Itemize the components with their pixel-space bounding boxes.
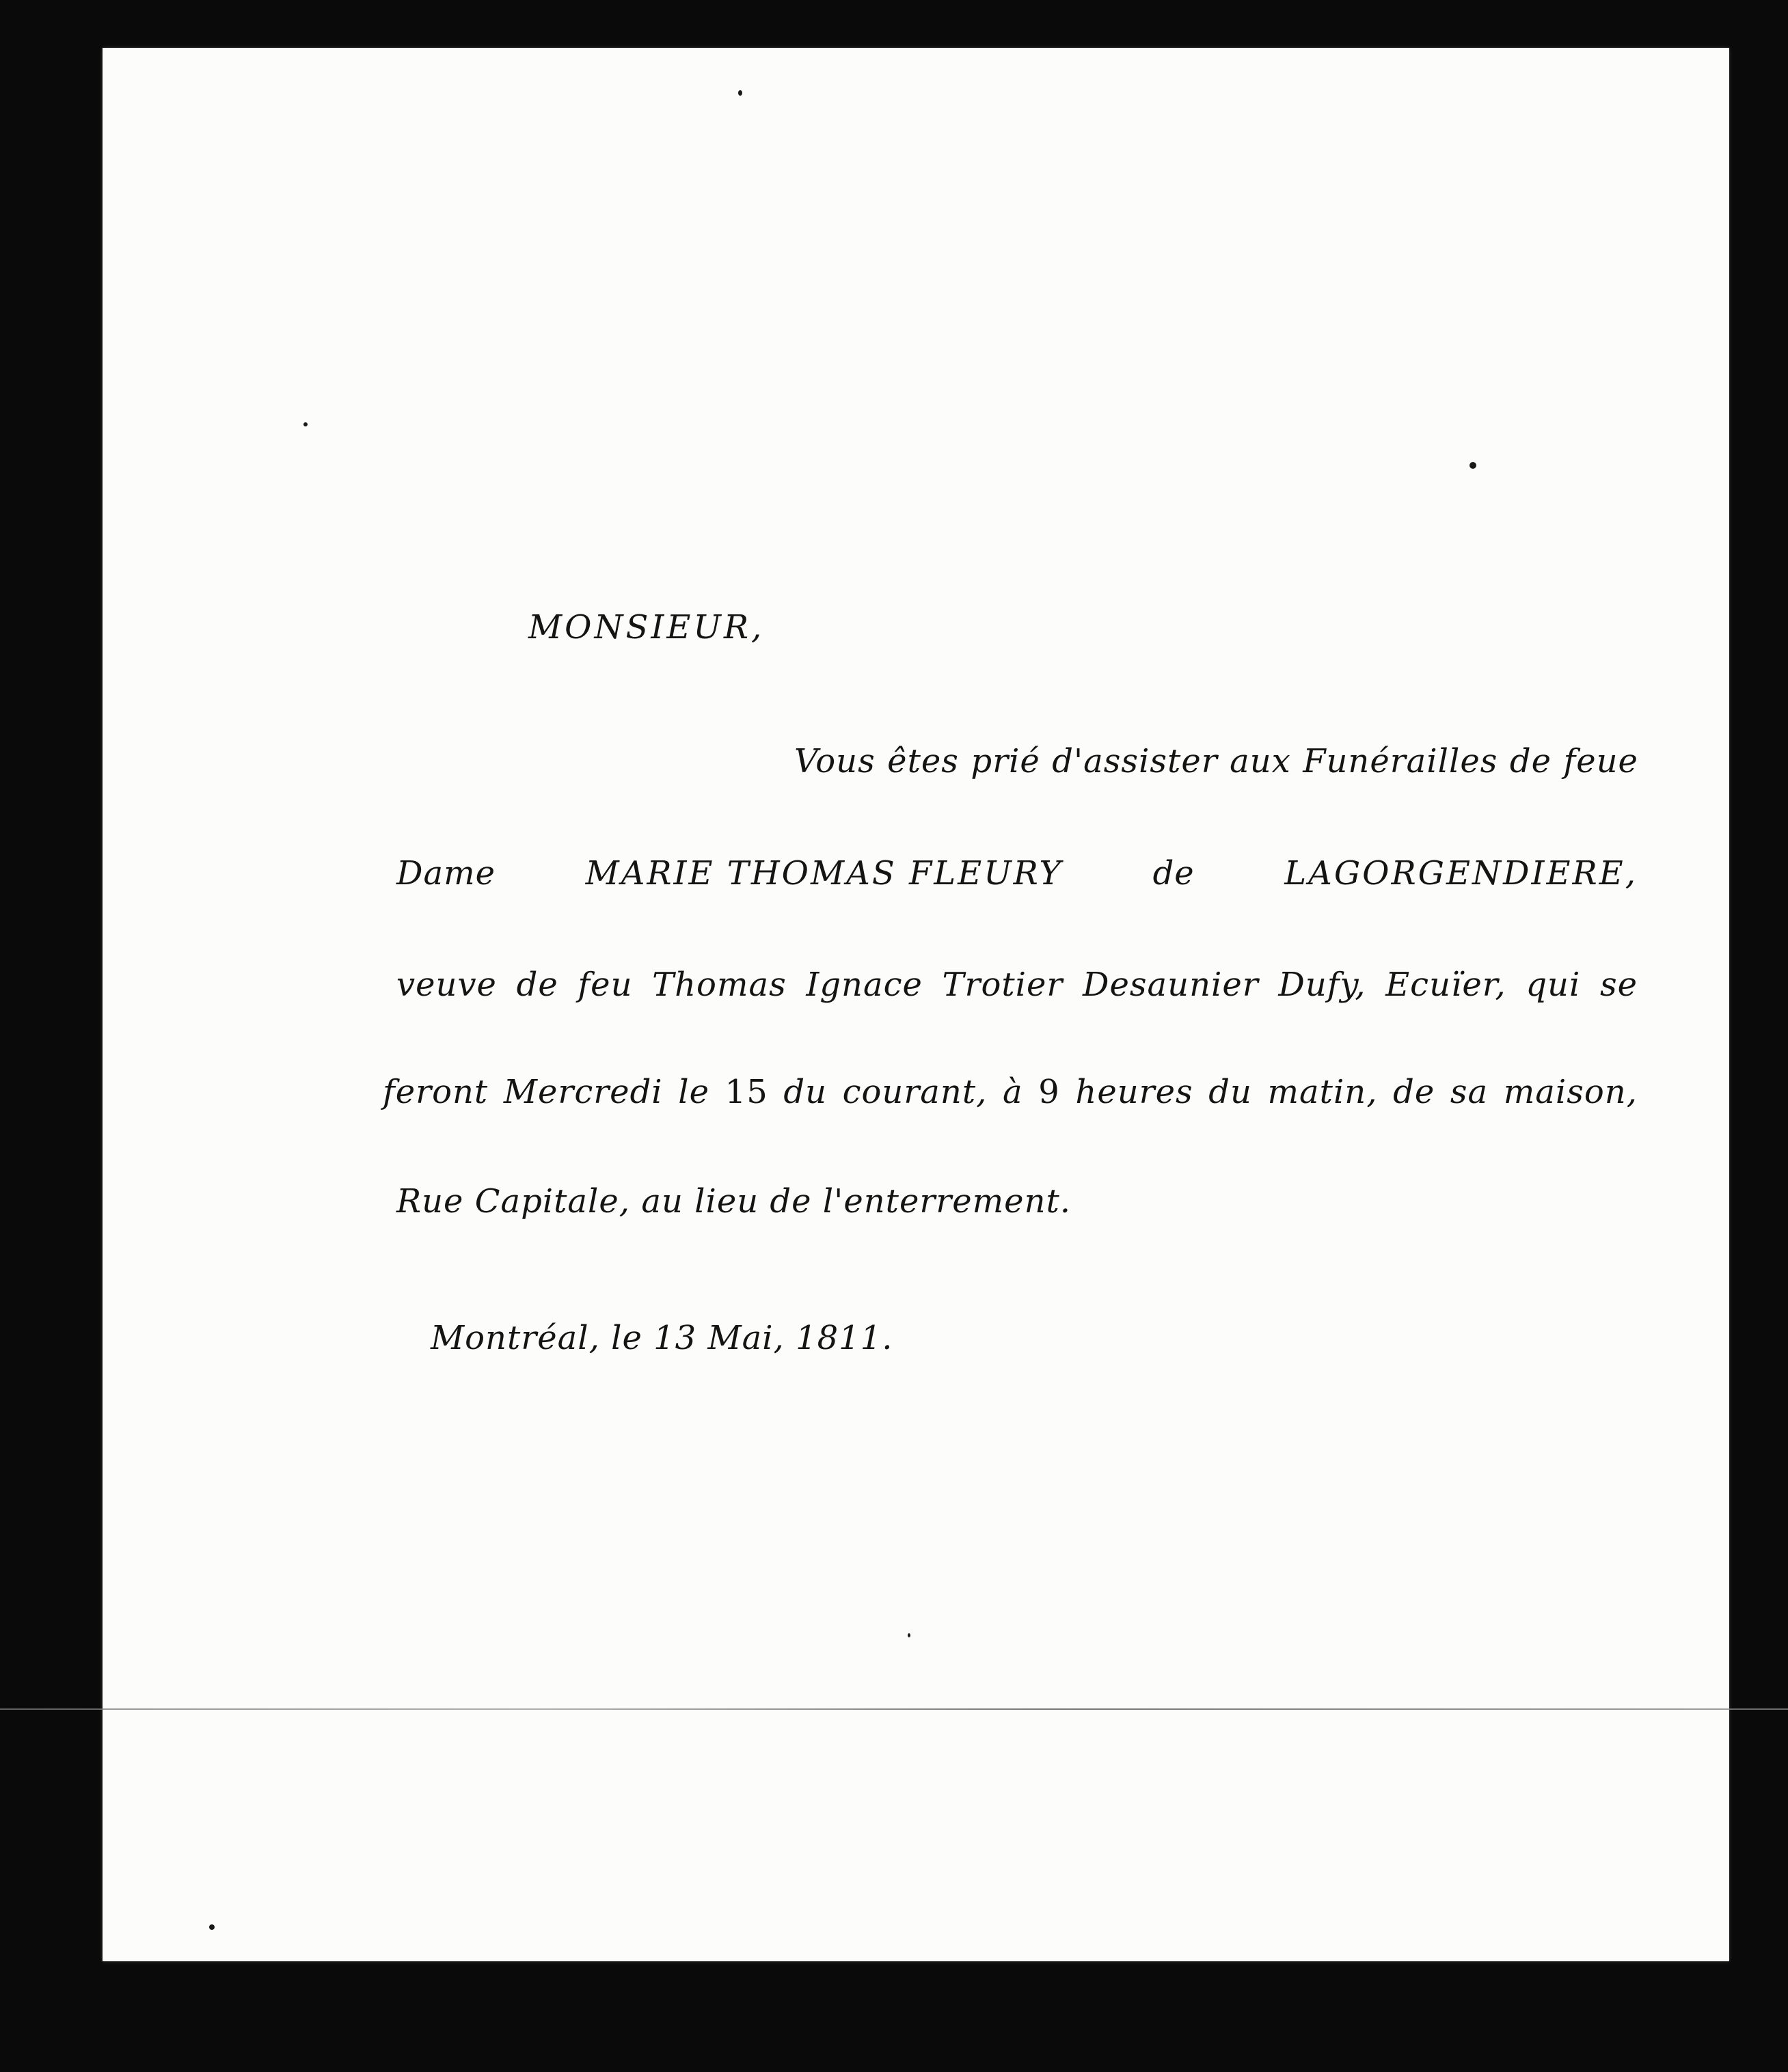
word: du: [783, 1073, 828, 1111]
word: maison,: [1503, 1073, 1638, 1111]
word: se: [1599, 966, 1638, 1004]
body-line-5: [396, 1182, 1071, 1221]
ink-speck: [209, 1924, 215, 1930]
word: le: [678, 1073, 710, 1111]
body-line-2: [396, 854, 1638, 892]
date-line: Montréal, le 13 Mai, 1811.: [431, 1319, 893, 1357]
word: aux: [1230, 742, 1291, 780]
word: heures: [1075, 1073, 1193, 1111]
word: feu: [578, 966, 633, 1004]
word: feue: [1563, 742, 1638, 780]
word: Vous: [794, 742, 876, 780]
word: de: [1509, 742, 1552, 780]
word: Dufy,: [1278, 966, 1366, 1004]
ink-speck: [738, 90, 742, 96]
word: courant,: [842, 1073, 988, 1111]
salutation: MONSIEUR,: [528, 608, 765, 646]
word: feront: [383, 1073, 489, 1111]
word: de: [1393, 1073, 1435, 1111]
deceased-surname: LAGORGENDIERE,: [1284, 854, 1638, 892]
word: Ignace: [806, 966, 923, 1004]
word: prié: [971, 742, 1040, 780]
body-line-4: [383, 1073, 1638, 1111]
deceased-name: MARIE THOMAS FLEURY: [585, 854, 1064, 892]
word: Funérailles: [1303, 742, 1498, 780]
word: Ecuïer,: [1385, 966, 1506, 1004]
word: de: [516, 966, 558, 1004]
word: Desaunier: [1083, 966, 1259, 1004]
word: 9: [1038, 1073, 1060, 1111]
word: Trotier: [942, 966, 1064, 1004]
word: qui: [1526, 966, 1581, 1004]
line-text: Rue Capitale, au lieu de l'enterrement.: [396, 1182, 1072, 1221]
word: à: [1002, 1073, 1023, 1111]
word: de: [1152, 854, 1195, 892]
scanner-artifact-line: [0, 1708, 1788, 1710]
word: 15: [724, 1073, 768, 1111]
word: d'assister: [1052, 742, 1218, 780]
ink-speck: [303, 422, 308, 426]
word: matin,: [1267, 1073, 1378, 1111]
word: du: [1208, 1073, 1252, 1111]
word: êtes: [887, 742, 959, 780]
ink-speck: [1469, 462, 1476, 469]
paper-sheet: [103, 48, 1729, 1961]
ink-speck: [908, 1633, 910, 1637]
word: veuve: [396, 966, 497, 1004]
word: sa: [1450, 1073, 1489, 1111]
body-line-3: [396, 966, 1638, 1004]
word: Thomas: [652, 966, 787, 1004]
word: Dame: [396, 854, 496, 892]
word: Mercredi: [503, 1073, 663, 1111]
body-line-1: [794, 742, 1638, 780]
